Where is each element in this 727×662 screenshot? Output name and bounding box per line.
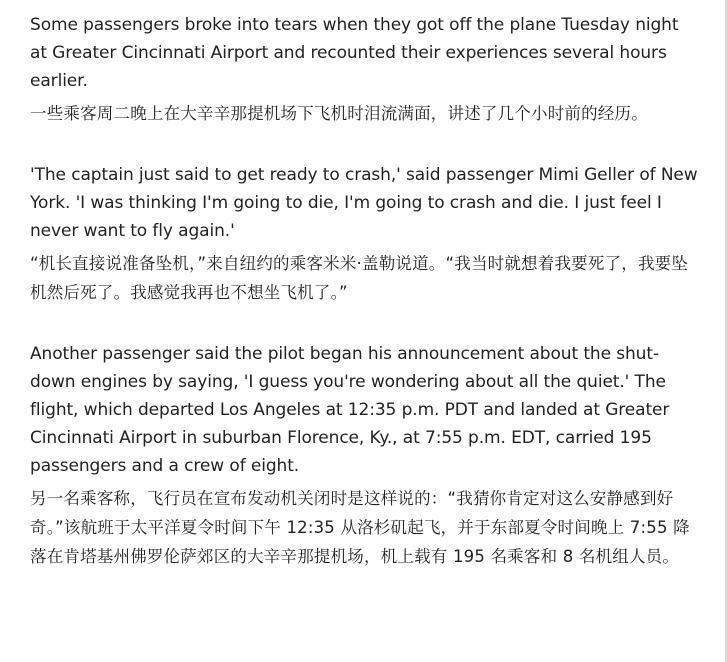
paragraph-pair-1 [30,11,699,128]
english-paragraph: 'The captain just said to get ready to crash,' said passenger Mimi Geller of New York. 'I was thinking I'm going to die, I'm going to crash and die. I just feel I never want to fly again.' [30,165,698,241]
chinese-paragraph: “机长直接说准备坠机，”来自纽约的乘客米米·盖勒说道。“我当时就想着我要死了，我要坠机然后死了。我感觉我再也不想坐飞机了。” [30,254,689,302]
english-paragraph: Some passengers broke into tears when they got off the plane Tuesday night at Greater Cincinnati Airport and recounted their experiences several hours earlier. [30,15,679,91]
paragraph-pair-2 [30,161,699,307]
paragraph-pair-3 [30,340,699,571]
chinese-paragraph: 另一名乘客称，飞行员在宣布发动机关闭时是这样说的：“我猜你肯定对这么安静感到好奇。”该航班于太平洋夏令时间下午 12:35 从洛杉矶起飞，并于东部夏令时间晚上 7:55 降落在肯塔基州佛罗伦萨郊区的大辛辛那提机场，机上载有 195 名乘客和 8 名机组人员。 [30,489,690,566]
chinese-paragraph: 一些乘客周二晚上在大辛辛那提机场下飞机时泪流满面，讲述了几个小时前的经历。 [30,104,648,123]
english-paragraph: Another passenger said the pilot began his announcement about the shut-down engines by saying, 'I guess you're wondering about all the quiet.' The flight, which departed Los Angeles at 12:35 p.m. PDT and landed at Greater Cincinnati Airport in suburban Florence, Ky., at 7:55 p.m. EDT, carried 195 passengers and a crew of eight. [30,344,670,476]
